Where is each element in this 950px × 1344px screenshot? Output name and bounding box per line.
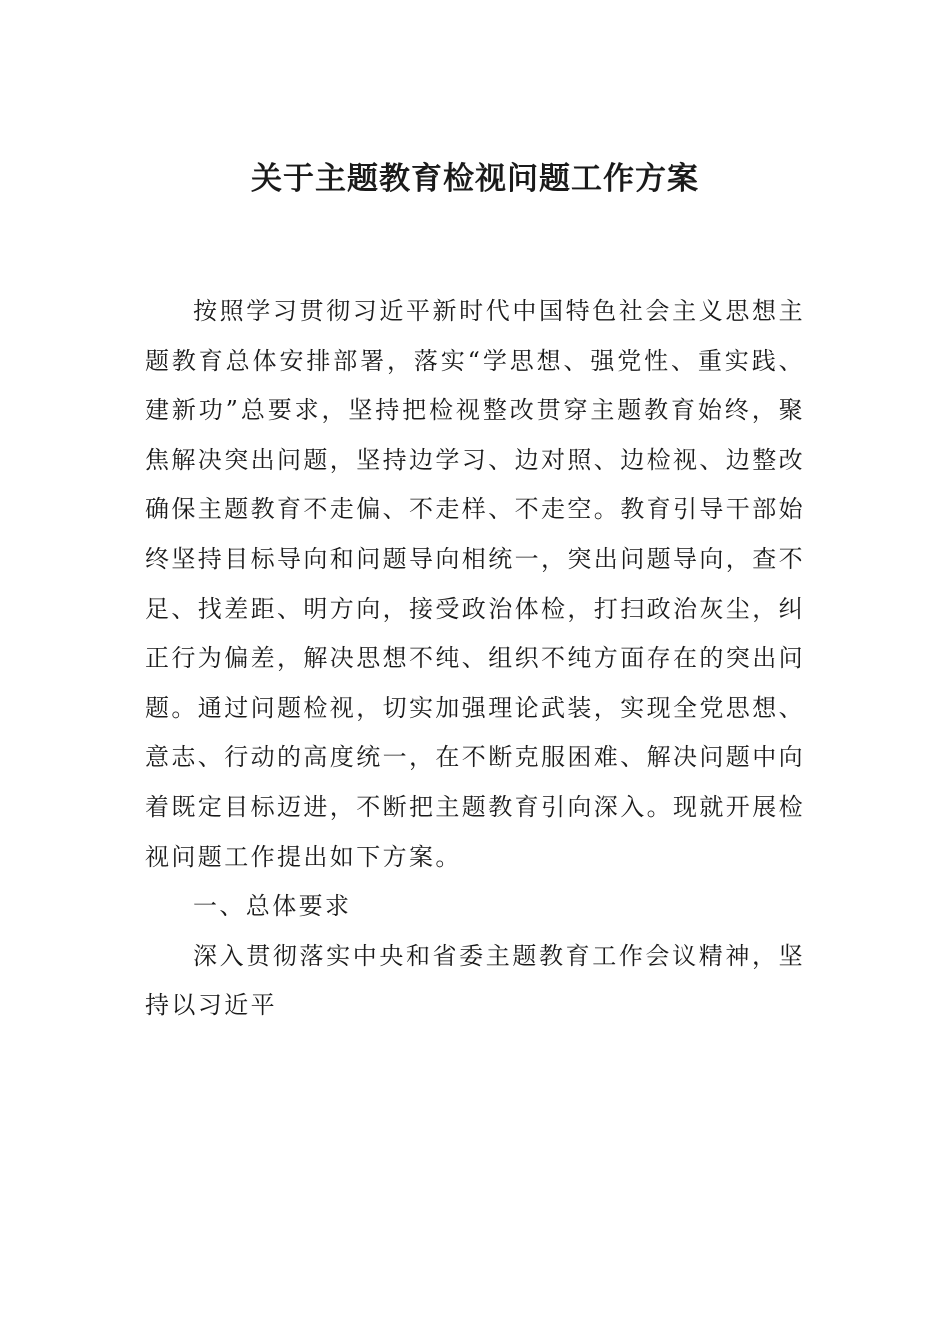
section-heading: 一、总体要求 bbox=[193, 892, 352, 921]
document-title: 关于主题教育检视问题工作方案 bbox=[251, 161, 699, 197]
intro-paragraph: 按照学习贯彻习近平新时代中国特色社会主义思想主题教育总体安排部署，落实“学思想、强党性、重实践、建新功”总要求，坚持把检视整改贯穿主题教育始终，聚焦解决突出问题，坚持边学习、边对照、边检视、边整改确保主题教育不走偏、不走样、不走空。教育引导干部始终坚持目标导向和问题导向相统一，突出问题导向，查不足、找差距、明方向，接受政治体检，打扫政治灰尘，纠正行为偏差，解决思想不纯、组织不纯方面存在的突出问题。通过问题检视，切实加强理论武装，实现全党思想、意志、行动的高度统一，在不断克服困难、解决问题中向着既定目标迈进，不断把主题教育引向深入。现就开展检视问题工作提出如下方案。 bbox=[145, 297, 805, 871]
document-body bbox=[145, 287, 805, 1031]
section-paragraph: 深入贯彻落实中央和省委主题教育工作会议精神，坚持以习近平 bbox=[145, 941, 805, 1020]
